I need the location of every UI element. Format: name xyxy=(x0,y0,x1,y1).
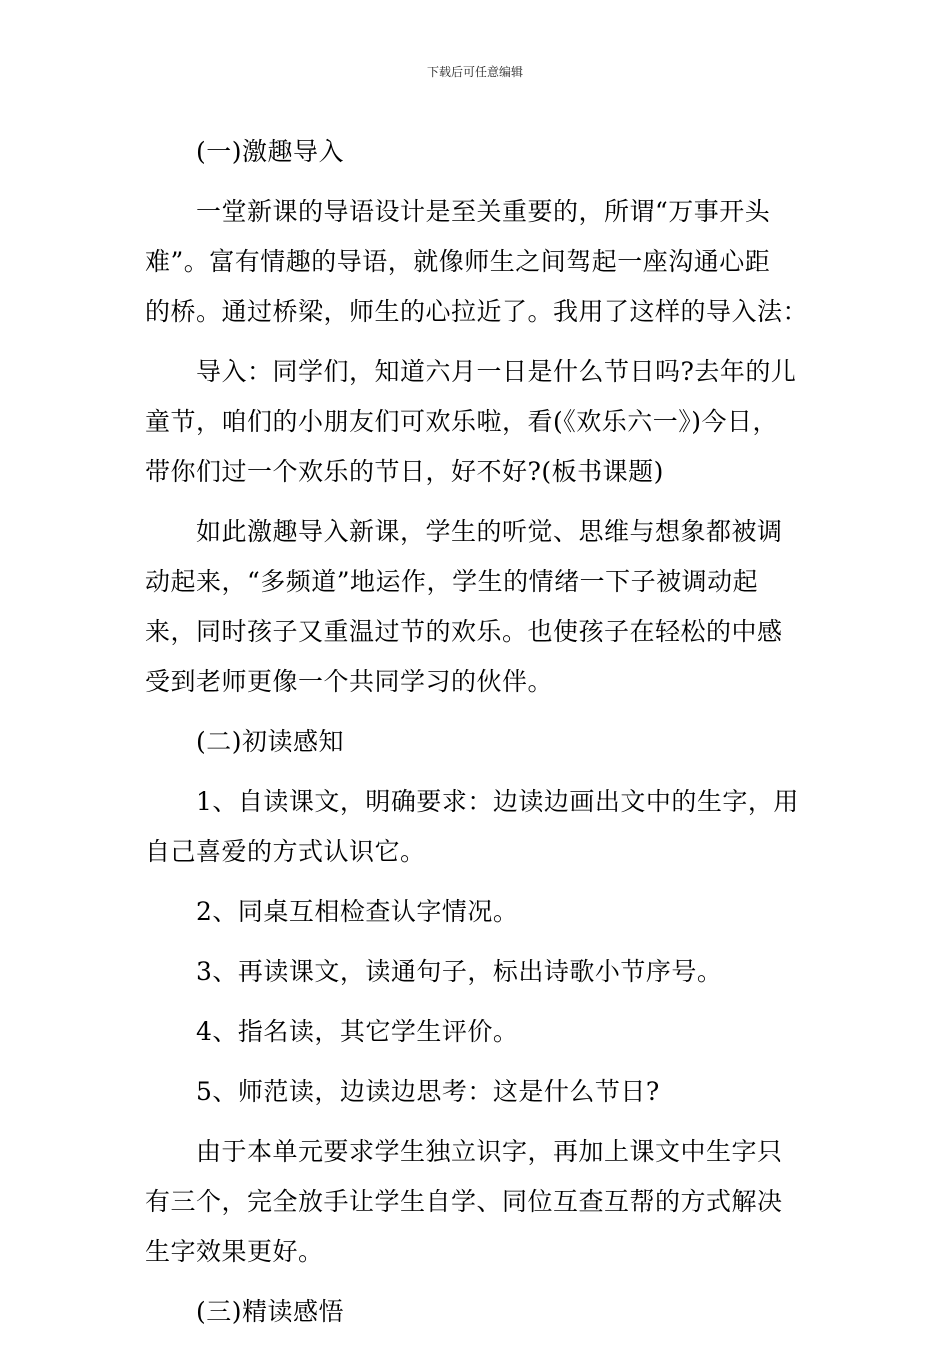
body-paragraph: 一堂新课的导语设计是至关重要的，所谓“万事开头 难”。富有情趣的导语，就像师生之间驾起一座沟通心距 的桥。通过桥梁，师生的心拉近了。我用了这样的导入法： xyxy=(145,197,809,326)
list-item: 1、自读课文，明确要求：边读边画出文中的生字，用 自己喜爱的方式认识它。 xyxy=(145,787,799,866)
list-item: 3、再读课文，读通句子，标出诗歌小节序号。 xyxy=(145,957,723,986)
heading-intro: (一)激趣导入 xyxy=(145,137,345,166)
heading-first-reading: (二)初读感知 xyxy=(145,727,345,756)
document-body xyxy=(145,127,813,1347)
list-item: 5、师范读，边读边思考：这是什么节日? xyxy=(145,1077,660,1106)
list-item: 2、同桌互相检查认字情况。 xyxy=(145,897,519,926)
body-paragraph: 导入：同学们，知道六月一日是什么节日吗?去年的儿 童节，咱们的小朋友们可欢乐啦，看(《欢乐六一》)今日， 带你们过一个欢乐的节日，好不好?(板书课题) xyxy=(145,357,797,486)
heading-close-reading: (三)精读感悟 xyxy=(145,1297,345,1326)
page-header: 下载后可任意编辑 xyxy=(426,65,523,79)
body-paragraph: 如此激趣导入新课，学生的听觉、思维与想象都被调 动起来，“多频道”地运作，学生的情绪一下子被调动起 来，同时孩子又重温过节的欢乐。也使孩子在轻松的中感 受到老师更像一个共同学习的伙伴。 xyxy=(145,517,783,696)
list-item: 4、指名读，其它学生评价。 xyxy=(145,1017,519,1046)
body-paragraph: 由于本单元要求学生独立识字，再加上课文中生字只 有三个，完全放手让学生自学、同位互查互帮的方式解决 生字效果更好。 xyxy=(145,1137,783,1266)
